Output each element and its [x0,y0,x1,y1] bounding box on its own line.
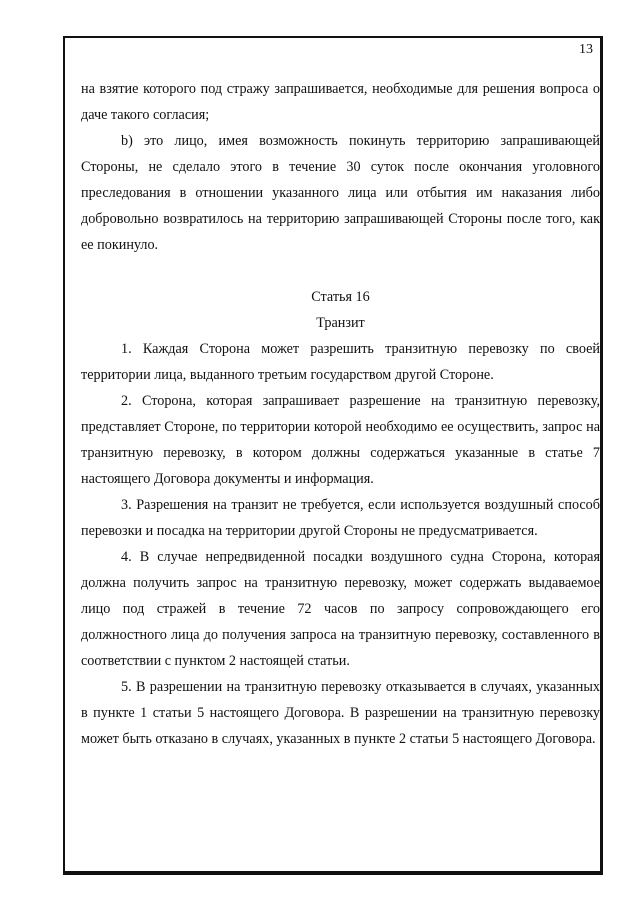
document-body [81,76,600,752]
paragraph-continuation: на взятие которого под стражу запрашивается, необходимые для решения вопроса о даче такого согласия; [81,81,600,123]
article-number: Статья 16 [311,289,370,305]
article-paragraph-3: 3. Разрешения на транзит не требуется, если используется воздушный способ перевозки и посадка на территории другой Стороны не предусматривается. [81,497,600,539]
page-frame [63,36,603,875]
page-number: 13 [579,42,593,57]
article-paragraph-1: 1. Каждая Сторона может разрешить транзитную перевозку по своей территории лица, выданного третьим государством другой Стороне. [81,341,600,383]
article-title: Транзит [316,315,365,331]
article-paragraph-5: 5. В разрешении на транзитную перевозку отказывается в случаях, указанных в пункте 1 статьи 5 настоящего Договора. В разрешении на транзитную перевозку может быть отказано в случаях, указанных в пункте 2 статьи 5 настоящего Договора. [81,679,600,747]
article-paragraph-4: 4. В случае непредвиденной посадки воздушного судна Сторона, которая должна получить запрос на транзитную перевозку, может содержать выдаваемое лицо под стражей в течение 72 часов по запросу сопровождающего его должностного лица до получения запроса на транзитную перевозку, составленного в соответствии с пунктом 2 настоящей статьи. [81,549,600,669]
paragraph-item-b: b) это лицо, имея возможность покинуть территорию запрашивающей Стороны, не сделало этого в течение 30 суток после окончания уголовного преследования в отношении указанного лица или отбытия им наказания либо добровольно возвратилось на территорию запрашивающей Стороны после того, как ее покинуло. [81,133,600,253]
article-paragraph-2: 2. Сторона, которая запрашивает разрешение на транзитную перевозку, представляет Стороне, по территории которой необходимо ее осуществить, запрос на транзитную перевозку, в котором должны содержаться указанные в статье 7 настоящего Договора документы и информация. [81,393,600,487]
